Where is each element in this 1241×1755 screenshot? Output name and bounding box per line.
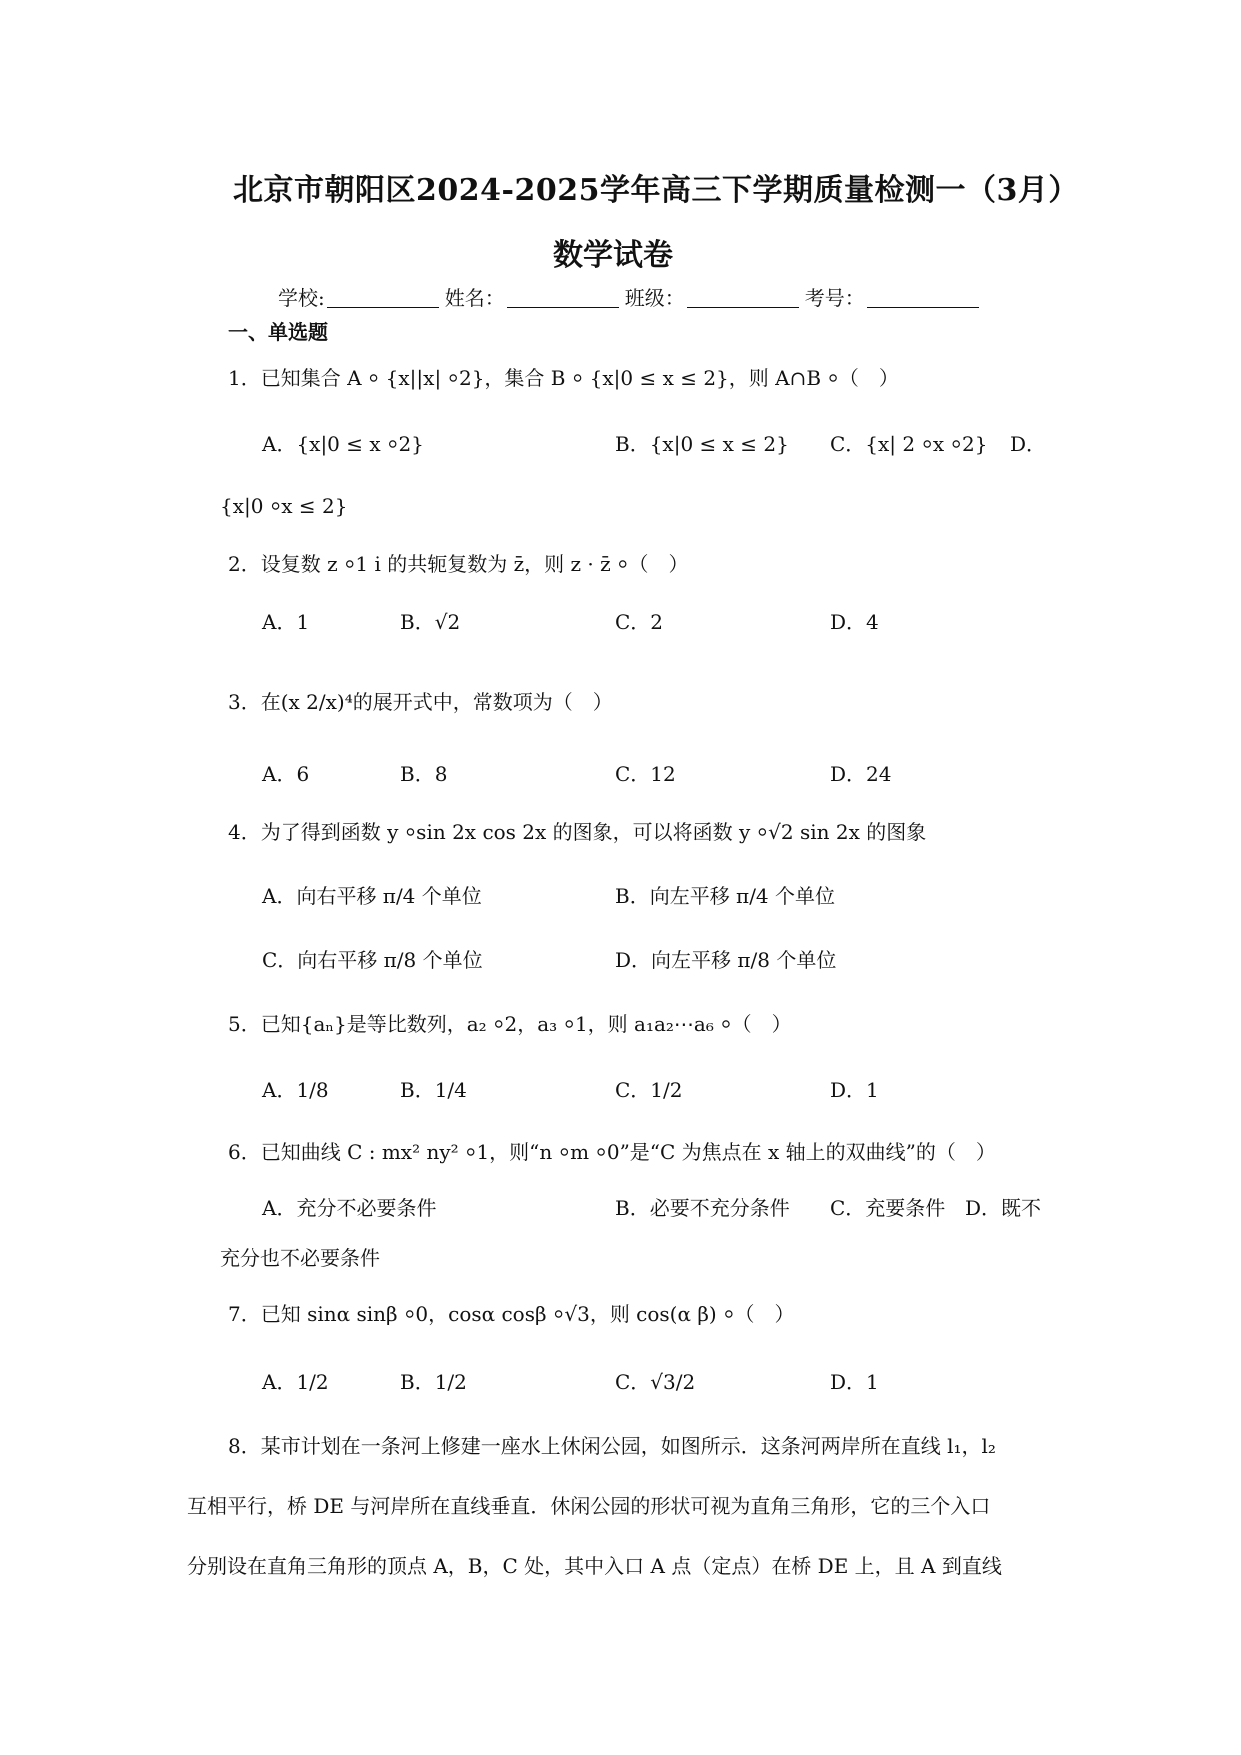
question-4-option-d: D．向左平移 π/8 个单位 xyxy=(615,948,837,972)
question-5-option-a: A．1/8 xyxy=(262,1078,329,1102)
question-1-option-b: B．{x|0 ≤ x ≤ 2} xyxy=(615,432,789,456)
question-8-line-2: 互相平行，桥 DE 与河岸所在直线垂直．休闲公园的形状可视为直角三角形，它的三个入口 xyxy=(187,1494,991,1518)
question-5-option-b: B．1/4 xyxy=(400,1078,467,1102)
question-2-stem: 2．设复数 z ⸰1 i 的共轭复数为 z̄，则 z · z̄ ⸰（ ） xyxy=(228,552,689,576)
name-blank xyxy=(507,287,619,308)
question-2-option-a: A．1 xyxy=(262,610,310,634)
school-blank xyxy=(327,287,439,308)
question-3-option-c: C．12 xyxy=(615,762,676,786)
exam-title: 北京市朝阳区2024-2025学年高三下学期质量检测一（3月） xyxy=(233,173,1079,208)
question-7-option-b: B．1/2 xyxy=(400,1370,467,1394)
section-heading: 一、单选题 xyxy=(228,320,328,344)
question-3-option-a: A．6 xyxy=(262,762,310,786)
question-2-option-c: C．2 xyxy=(615,610,664,634)
question-4-option-a: A．向右平移 π/4 个单位 xyxy=(262,884,482,908)
question-5-option-d: D．1 xyxy=(830,1078,879,1102)
question-6-option-a: A．充分不必要条件 xyxy=(262,1196,437,1220)
question-6-option-d: D．既不 xyxy=(965,1196,1042,1220)
question-3-option-b: B．8 xyxy=(400,762,448,786)
name-label: 姓名： xyxy=(444,286,505,310)
question-8-line-1: 8．某市计划在一条河上修建一座水上休闲公园，如图所示．这条河两岸所在直线 l₁，l₂ xyxy=(228,1434,996,1458)
number-label: 考号： xyxy=(804,286,865,310)
question-7-option-c: C．√3/2 xyxy=(615,1370,696,1394)
question-7-stem: 7．已知 sinα sinβ ⸰0，cosα cosβ ⸰√3，则 cos(α β) ⸰（ ） xyxy=(228,1302,795,1326)
question-4-stem: 4．为了得到函数 y ⸰sin 2x cos 2x 的图象，可以将函数 y ⸰√2 sin 2x 的图象 xyxy=(228,820,927,844)
class-label: 班级： xyxy=(624,286,685,310)
question-2-option-b: B．√2 xyxy=(400,610,461,634)
question-2-option-d: D．4 xyxy=(830,610,879,634)
question-1-option-d-wrap: {x|0 ⸰x ≤ 2} xyxy=(220,494,348,518)
question-6-option-d-wrap: 充分也不必要条件 xyxy=(220,1246,380,1270)
school-label: 学校: xyxy=(278,286,325,310)
question-6-stem: 6．已知曲线 C : mx² ny² ⸰1，则“n ⸰m ⸰0”是“C 为焦点在 x 轴上的双曲线”的（ ） xyxy=(228,1140,996,1164)
question-8-line-3: 分别设在直角三角形的顶点 A，B，C 处，其中入口 A 点（定点）在桥 DE 上，且 A 到直线 xyxy=(187,1554,1002,1578)
question-7-option-a: A．1/2 xyxy=(262,1370,329,1394)
student-info-line xyxy=(278,282,985,311)
class-blank xyxy=(687,287,799,308)
question-6-option-b: B．必要不充分条件 xyxy=(615,1196,790,1220)
number-blank xyxy=(867,287,979,308)
question-6-option-c: C．充要条件 xyxy=(830,1196,946,1220)
question-1-option-a: A．{x|0 ≤ x ⸰2} xyxy=(262,432,424,456)
question-4-option-c: C．向右平移 π/8 个单位 xyxy=(262,948,483,972)
question-4-option-b: B．向左平移 π/4 个单位 xyxy=(615,884,836,908)
question-1-option-c: C．{x| 2 ⸰x ⸰2} xyxy=(830,432,988,456)
question-5-stem: 5．已知{aₙ}是等比数列，a₂ ⸰2，a₃ ⸰1，则 a₁a₂⋯a₆ ⸰（ ） xyxy=(228,1012,792,1036)
exam-subtitle: 数学试卷 xyxy=(553,238,673,273)
question-7-option-d: D．1 xyxy=(830,1370,879,1394)
question-1-stem: 1．已知集合 A ⸰ {x||x| ⸰2}，集合 B ⸰ {x|0 ≤ x ≤ 2}，则 A∩B ⸰（ ） xyxy=(228,366,899,390)
question-1-option-d: D． xyxy=(1010,432,1047,456)
question-3-option-d: D．24 xyxy=(830,762,892,786)
question-5-option-c: C．1/2 xyxy=(615,1078,683,1102)
question-3-stem: 3．在(x 2/x)⁴的展开式中，常数项为（ ） xyxy=(228,690,613,714)
